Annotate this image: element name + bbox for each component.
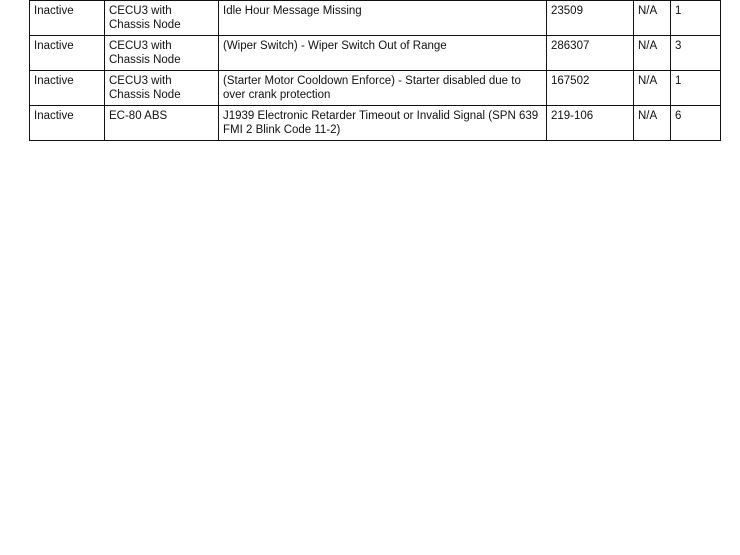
cell-description: Idle Hour Message Missing (219, 1, 547, 36)
fault-code-table (29, 0, 721, 141)
cell-status: Inactive (30, 36, 105, 71)
cell-source: CECU3 with Chassis Node (105, 71, 219, 106)
cell-code: 286307 (547, 36, 634, 71)
cell-status: Inactive (30, 106, 105, 141)
cell-count: 1 (671, 1, 721, 36)
cell-description: (Wiper Switch) - Wiper Switch Out of Range (219, 36, 547, 71)
table-row (30, 1, 721, 36)
cell-status: Inactive (30, 71, 105, 106)
cell-count: 1 (671, 71, 721, 106)
cell-code: 219-106 (547, 106, 634, 141)
cell-source: CECU3 with Chassis Node (105, 36, 219, 71)
cell-na: N/A (634, 106, 671, 141)
cell-na: N/A (634, 1, 671, 36)
cell-description: J1939 Electronic Retarder Timeout or Invalid Signal (SPN 639 FMI 2 Blink Code 11-2) (219, 106, 547, 141)
table-row (30, 36, 721, 71)
cell-count: 3 (671, 36, 721, 71)
cell-na: N/A (634, 36, 671, 71)
cell-count: 6 (671, 106, 721, 141)
table-row (30, 106, 721, 141)
cell-code: 23509 (547, 1, 634, 36)
cell-description: (Starter Motor Cooldown Enforce) - Starter disabled due to over crank protection (219, 71, 547, 106)
cell-source: EC-80 ABS (105, 106, 219, 141)
table-row (30, 71, 721, 106)
cell-code: 167502 (547, 71, 634, 106)
cell-status: Inactive (30, 1, 105, 36)
cell-na: N/A (634, 71, 671, 106)
cell-source: CECU3 with Chassis Node (105, 1, 219, 36)
